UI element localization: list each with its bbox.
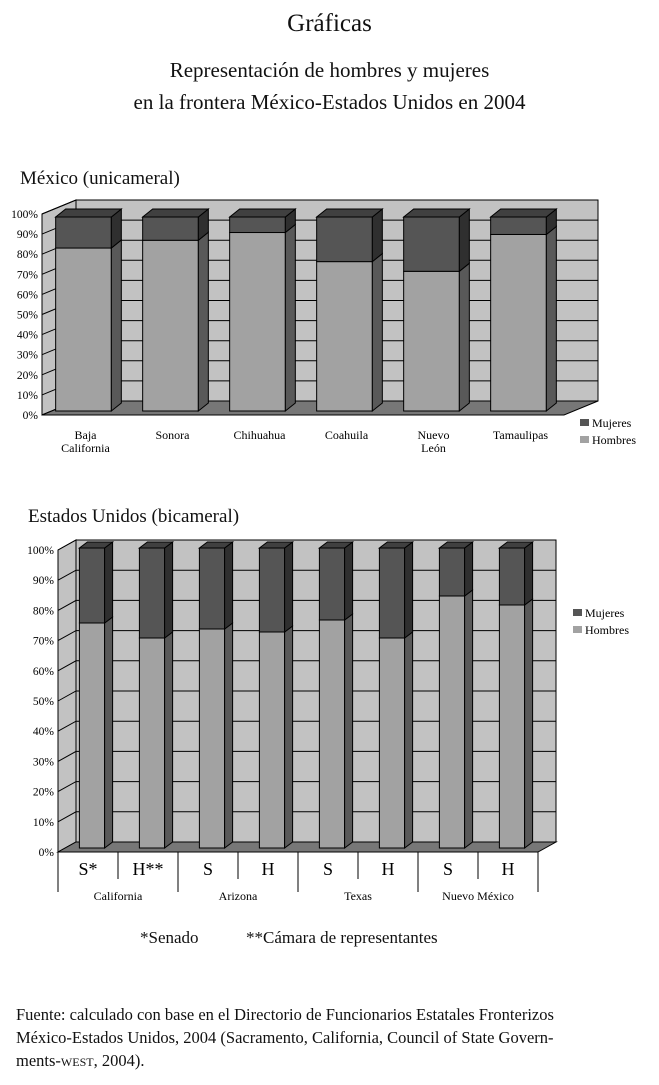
y-tick-label: 20% [32,786,54,799]
x-category-label: H [501,859,515,879]
bar-mujeres [499,548,524,605]
mexico-chart [0,195,659,465]
y-tick-label: 60% [16,289,38,302]
x-category-label: Coahuila [324,428,369,442]
x-category-label: S* [78,859,98,879]
x-category-label: León [421,441,446,455]
y-tick-label: 100% [11,209,38,221]
bar-hombres-side [198,232,208,411]
x-category-label: Sonora [155,428,190,442]
y-tick-label: 50% [32,696,54,708]
bar-hombres-side [165,632,173,848]
source-note [16,1003,646,1072]
bar-hombres [259,632,284,848]
bar-top [230,209,296,217]
x-category-label: H [381,859,395,879]
bar-mujeres [56,217,112,248]
y-tick-label: 30% [32,756,54,769]
bar-hombres-side [285,225,295,411]
bar-hombres-side [405,632,413,848]
bar-hombres-side [105,617,113,848]
bar-mujeres [230,217,286,233]
bar-hombres [143,240,199,411]
bar-mujeres [79,548,104,623]
bar-mujeres [199,548,224,629]
y-tick-label: 90% [32,575,54,588]
y-tick-label: 0% [38,847,54,859]
page-subtitle-line1: Representación de hombres y mujeres [169,58,490,82]
bar-mujeres [317,217,373,262]
bar-hombres [139,638,164,848]
legend-label-mujeres: Mujeres [585,606,625,620]
x-category-label: S [322,859,334,879]
bar-hombres [491,234,547,411]
usa-chart-title: Estados Unidos (bicameral) [28,506,240,527]
bar-mujeres-side [405,542,413,638]
page-title: Gráficas [287,10,372,37]
x-category-label: Nuevo [417,428,450,442]
x-category-label: California [61,441,110,455]
x-category-label: H [261,859,275,879]
bar-mujeres-side [525,542,533,605]
legend-label-hombres: Hombres [585,623,629,637]
bar-hombres-side [525,599,533,848]
legend-label-hombres: Hombres [592,433,636,447]
bar-hombres [379,638,404,848]
x-group-label: Arizona [218,889,258,903]
y-tick-label: 30% [16,349,38,362]
bar-hombres [199,629,224,848]
floor [58,842,556,852]
x-category-label: S [202,859,214,879]
bar-mujeres-side [465,542,473,596]
bar-mujeres-side [225,542,233,629]
y-tick-label: 90% [16,229,38,242]
bar-mujeres-side [372,209,382,262]
bar-mujeres [319,548,344,620]
mexico-chart-title: México (unicameral) [20,168,180,189]
y-tick-label: 10% [16,389,38,402]
y-tick-label: 100% [27,545,54,557]
x-group-label: Texas [344,889,372,903]
legend-swatch-hombres [580,436,589,443]
y-tick-label: 20% [16,369,38,382]
bar-mujeres-side [285,542,293,632]
bar-hombres [230,233,286,411]
x-category-label: S [442,859,454,879]
bar-hombres-side [285,626,293,848]
bar-mujeres-side [345,542,353,620]
legend-swatch-hombres [573,626,582,633]
bar-hombres [439,596,464,848]
y-tick-label: 50% [16,309,38,322]
x-category-label: H** [132,859,164,879]
bar-hombres [319,620,344,848]
y-tick-label: 80% [32,605,54,618]
source-line-2: México-Estados Unidos, 2004 (Sacramento, California, Council of State Govern- [16,1028,554,1047]
y-tick-label: 40% [32,726,54,739]
bar-hombres [79,623,104,848]
x-category-label: Tamaulipas [492,428,549,442]
bar-hombres [499,605,524,848]
bar-hombres-side [345,614,353,848]
bar-mujeres [404,217,460,271]
bar-hombres [317,262,373,411]
bar-mujeres-side [165,542,173,638]
bar-hombres-side [111,240,121,411]
y-tick-label: 10% [32,816,54,829]
bar-mujeres [491,217,547,234]
source-line-3: ments-west, 2004). [16,1051,145,1070]
bar-mujeres [259,548,284,632]
legend-swatch-mujeres [580,419,589,426]
bar-hombres-side [225,623,233,848]
bar-top [143,209,209,217]
bar-top [317,209,383,217]
bar-hombres [404,271,460,411]
y-tick-label: 40% [16,329,38,342]
bar-mujeres [139,548,164,638]
bar-mujeres-side [105,542,113,623]
bar-hombres-side [459,263,469,411]
y-tick-label: 70% [16,269,38,282]
bar-mujeres-side [459,209,469,271]
source-line-1: Fuente: calculado con base en el Directorio de Funcionarios Estatales Fronterizos [16,1005,554,1024]
x-category-label: Chihuahua [233,428,286,442]
bar-hombres-side [372,254,382,411]
bar-mujeres [439,548,464,596]
legend-label-mujeres: Mujeres [592,416,632,430]
legend-swatch-mujeres [573,609,582,616]
usa-chart [0,534,659,914]
y-tick-label: 80% [16,249,38,262]
y-tick-label: 60% [32,665,54,678]
page-subtitle-line2: en la frontera México-Estados Unidos en 2004 [133,90,526,114]
x-group-label: California [93,889,143,903]
bar-top [404,209,470,217]
bar-hombres [56,248,112,411]
x-category-label: Baja [74,428,97,442]
bar-hombres-side [465,590,473,848]
y-tick-label: 70% [32,635,54,648]
bar-mujeres [143,217,199,240]
bar-top [56,209,122,217]
y-tick-label: 0% [22,410,38,422]
bar-mujeres [379,548,404,638]
footnote-senado: *Senado [140,928,199,947]
x-group-label: Nuevo México [442,889,514,903]
footnote-camara: **Cámara de representantes [246,928,438,947]
bar-top [491,209,557,217]
bar-hombres-side [546,226,556,411]
